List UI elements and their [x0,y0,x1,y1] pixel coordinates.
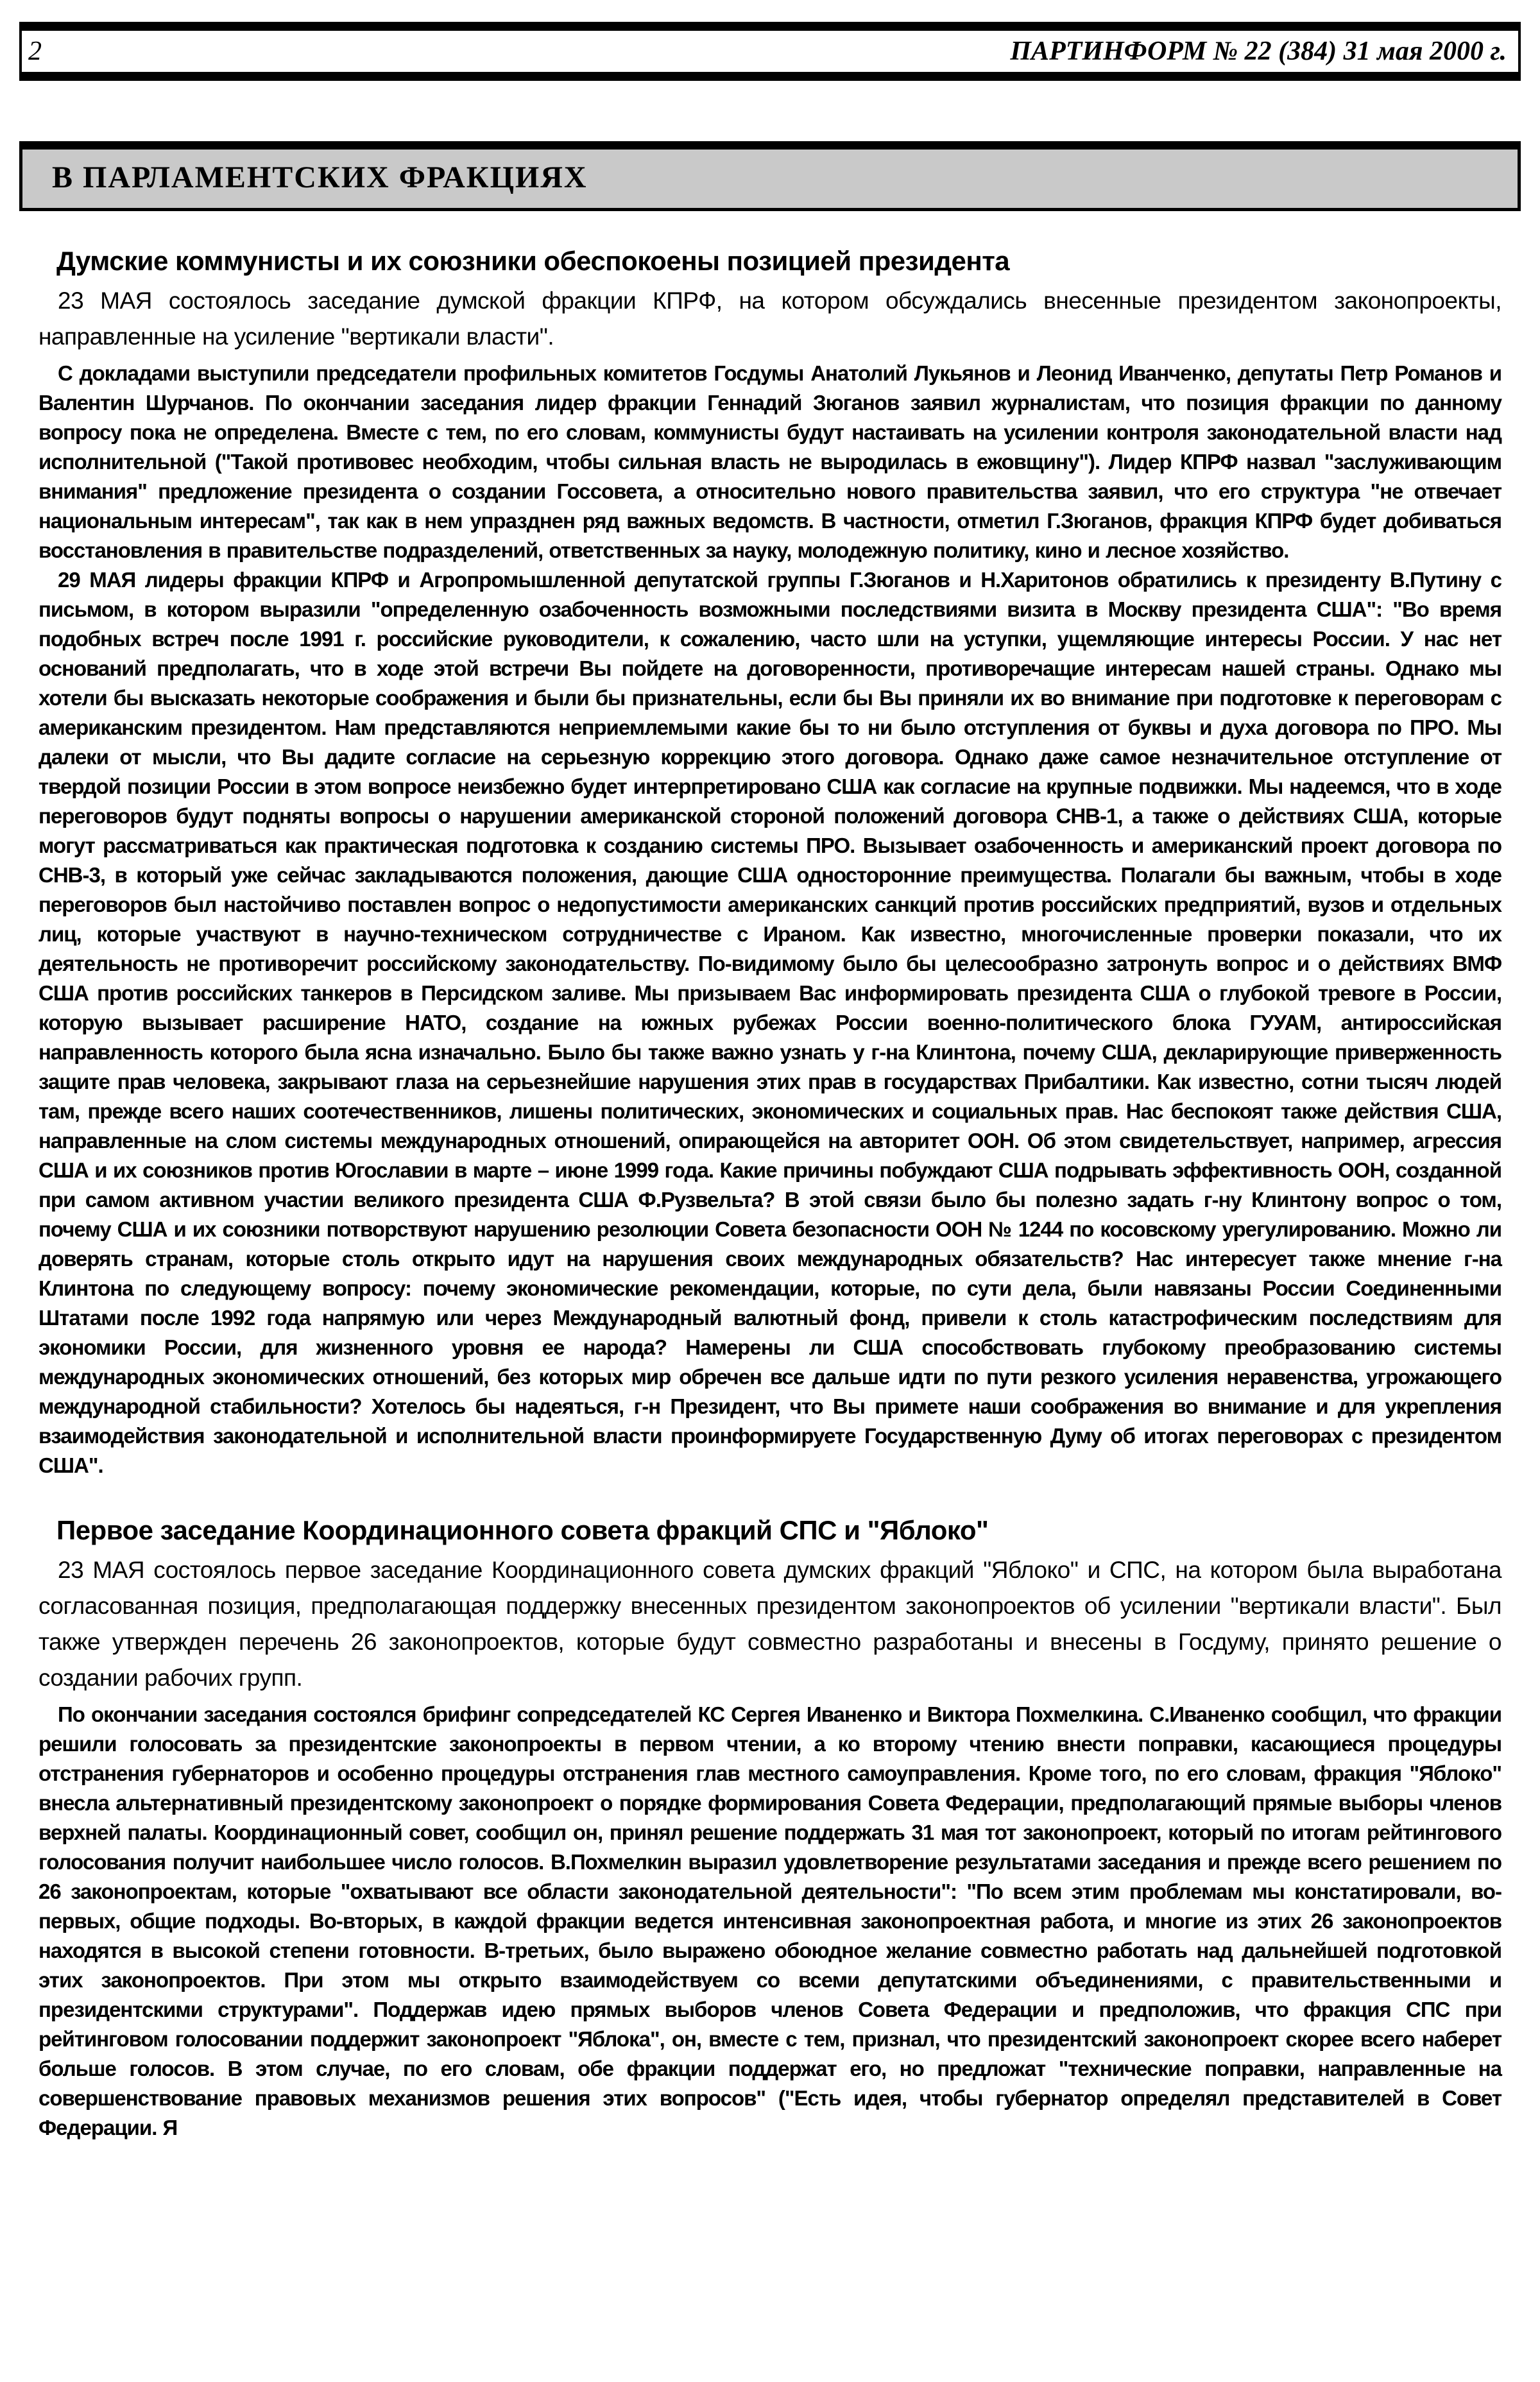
page-number: 2 [28,37,42,66]
article-lead: 23 МАЯ состоялось заседание думской фракции КПРФ, на котором обсуждались внесенные президентом законопроекты, направленные на усиление "вертикали власти". [38,287,1502,350]
article-lead: 23 МАЯ состоялось первое заседание Координационного совета думских фракций "Яблоко" и СПС, на котором была выработана согласованная позиция, предполагающая поддержку внесенных президентом законопроектов об усилении "вертикали власти". Был также утвержден перечень 26 законопроектов, которые будут совместно разработаны и внесены в Госдуму, принято решение о создании рабочих групп. [38,1557,1502,1691]
article-communists [38,246,1502,1480]
article-title: Первое заседание Координационного совета фракций СПС и "Яблоко" [56,1515,989,1545]
article-title: Думские коммунисты и их союзники обеспокоены позицией президента [56,246,1010,276]
article-paragraph: С докладами выступили председатели профильных комитетов Госдумы Анатолий Лукьянов и Леонид Иванченко, депутаты Петр Романов и Валентин Шурчанов. По окончании заседания лидер фракции Геннадий Зюганов заявил журналистам, что позиция фракции по данному вопросу пока не определена. Вместе с тем, по его словам, коммунисты будут настаивать на усилении контроля законодательной власти над исполнительной ("Такой противовес необходим, чтобы сильная власть не выродилась в ежовщину"). Лидер КПРФ назвал "заслуживающим внимания" предложение президента о создании Госсовета, а относительно нового правительства заявил, что его структура "не отвечает национальным интересам", так как в нем упразднен ряд важных ведомств. В частности, отметил Г.Зюганов, фракция КПРФ будет добиваться восстановления в правительстве подразделений, ответственных за науку, молодежную политику, кино и лесное хозяйство. [38,361,1502,562]
page-content [19,246,1521,2143]
page-header [19,22,1521,81]
section-title: В ПАРЛАМЕНТСКИХ ФРАКЦИЯХ [52,160,588,194]
article-paragraph: По окончании заседания состоялся брифинг сопредседателей КС Сергея Иваненко и Виктора Похмелкина. С.Иваненко сообщил, что фракции решили голосовать за президентские законопроекты в первом чтении, а ко второму чтению внести поправки, касающиеся процедуры отстранения губернаторов и особенно процедуры отстранения глав местного самоуправления. Кроме того, по его словам, фракция "Яблоко" внесла альтернативный президентскому законопроект о порядке формирования Совета Федерации, предполагающий прямые выборы членов верхней палаты. Координационный совет, сообщил он, принял решение поддержать 31 мая тот законопроект, который по итогам рейтингового голосования получит наибольшее число голосов. В.Похмелкин выразил удовлетворение результатами заседания и прежде всего решением по 26 законопроектам, которые "охватывают все области законодательной деятельности": "По всем этим проблемам мы констатировали, во-первых, общие подходы. Во-вторых, в каждой фракции ведется интенсивная законопроектная работа, и многие из этих 26 законопроектов находятся в высокой степени готовности. В-третьих, было выражено обоюдное желание совместно работать над дальнейшей подготовкой этих законопроектов. При этом мы открыто взаимодействуем со всеми депутатскими объединениями, с правительственными и президентскими структурами". Поддержав идею прямых выборов членов Совета Федерации и предположив, что фракция СПС при рейтинговом голосовании поддержит законопроект "Яблока", он, вместе с тем, признал, что президентский законопроект скорее всего наберет больше голосов. В этом случае, по его словам, обе фракции поддержат его, но предложат "технические поправки, направленные на совершенствование правовых механизмов решения этих вопросов" ("Есть идея, чтобы губернатор определял представителей в Совет Федерации. Я [38,1702,1502,2139]
article-paragraph: 29 МАЯ лидеры фракции КПРФ и Агропромышленной депутатской группы Г.Зюганов и Н.Харитонов обратились к президенту В.Путину с письмом, в котором выразили "определенную озабоченность возможными последствиями визита в Москву президента США": "Во время подобных встреч после 1991 г. российские руководители, к сожалению, часто шли на уступки, ущемляющие интересы России. У нас нет оснований предполагать, что в ходе этой встречи Вы пойдете на договоренности, противоречащие интересам нашей страны. Однако мы хотели бы высказать некоторые соображения и были бы признательны, если бы Вы приняли их во внимание при подготовке к переговорам с американским президентом. Нам представляются неприемлемыми какие бы то ни было отступления от буквы и духа договора по ПРО. Мы далеки от мысли, что Вы дадите согласие на серьезную коррекцию этого договора. Однако даже самое незначительное отступление от твердой позиции России в этом вопросе неизбежно будет интерпретировано США как согласие на крупные подвижки. Мы надеемся, что в ходе переговоров будут подняты вопросы о нарушении американской стороной положений договора СНВ-1, а также о действиях США, которые могут рассматриваться как практическая подготовка к созданию системы ПРО. Вызывает озабоченность и американский проект договора по СНВ-3, в который уже сейчас закладываются положения, дающие США односторонние преимущества. Полагали бы важным, чтобы в ходе переговоров был настойчиво поставлен вопрос о недопустимости американских санкций против российских предприятий, вузов и отдельных лиц, которые участвуют в научно-техническом сотрудничестве с Ираном. Как известно, многочисленные проверки показали, что их деятельность не противоречит российскому законодательству. По-видимому было бы целесообразно затронуть вопрос и о действиях ВМФ США против российских танкеров в Персидском заливе. Мы призываем Вас информировать президента США о глубокой тревоге в России, которую вызывает расширение НАТО, создание на южных рубежах России военно-политического блока ГУУАМ, антироссийская направленность которого была ясна изначально. Было бы также важно узнать у г-на Клинтона, почему США, декларирующие приверженность защите прав человека, закрывают глаза на серьезнейшие нарушения этих прав в государствах Прибалтики. Как известно, сотни тысяч людей там, прежде всего наших соотечественников, лишены политических, экономических и социальных прав. Нас беспокоят также действия США, направленные на слом системы международных отношений, опирающейся на авторитет ООН. Об этом свидетельствует, например, агрессия США и их союзников против Югославии в марте – июне 1999 года. Какие причины побуждают США подрывать эффективность ООН, созданной при самом активном участии великого президента США Ф.Рузвельта? В этой связи было бы полезно задать г-ну Клинтону вопрос о том, почему США и их союзники потворствуют нарушению резолюции Совета безопасности ООН № 1244 по косовскому урегулированию. Можно ли доверять странам, которые столь открыто идут на нарушения своих международных обязательств? Нас интересует также мнение г-на Клинтона по следующему вопросу: почему экономические рекомендации, которые, по сути дела, были навязаны России Соединенными Штатами после 1992 года напрямую или через Международный валютный фонд, привели к столь катастрофическим последствиям для экономики России, для жизненного уровня ее народа? Намерены ли США способствовать глубокому преобразованию системы международных экономических отношений, без которых мир обречен все дальше идти по пути резкого усиления неравенства, угрожающего международной стабильности? Хотелось бы надеяться, г-н Президент, что Вы примете наши соображения во внимание и для укрепления взаимодействия законодательной и исполнительной власти проинформируете Государственную Думу об итогах переговорах с президентом США". [38,568,1502,1477]
section-header [19,141,1521,211]
article-sps-yabloko [38,1515,1502,2143]
issue-title: ПАРТИНФОРМ № 22 (384) 31 мая 2000 г. [1010,37,1507,66]
